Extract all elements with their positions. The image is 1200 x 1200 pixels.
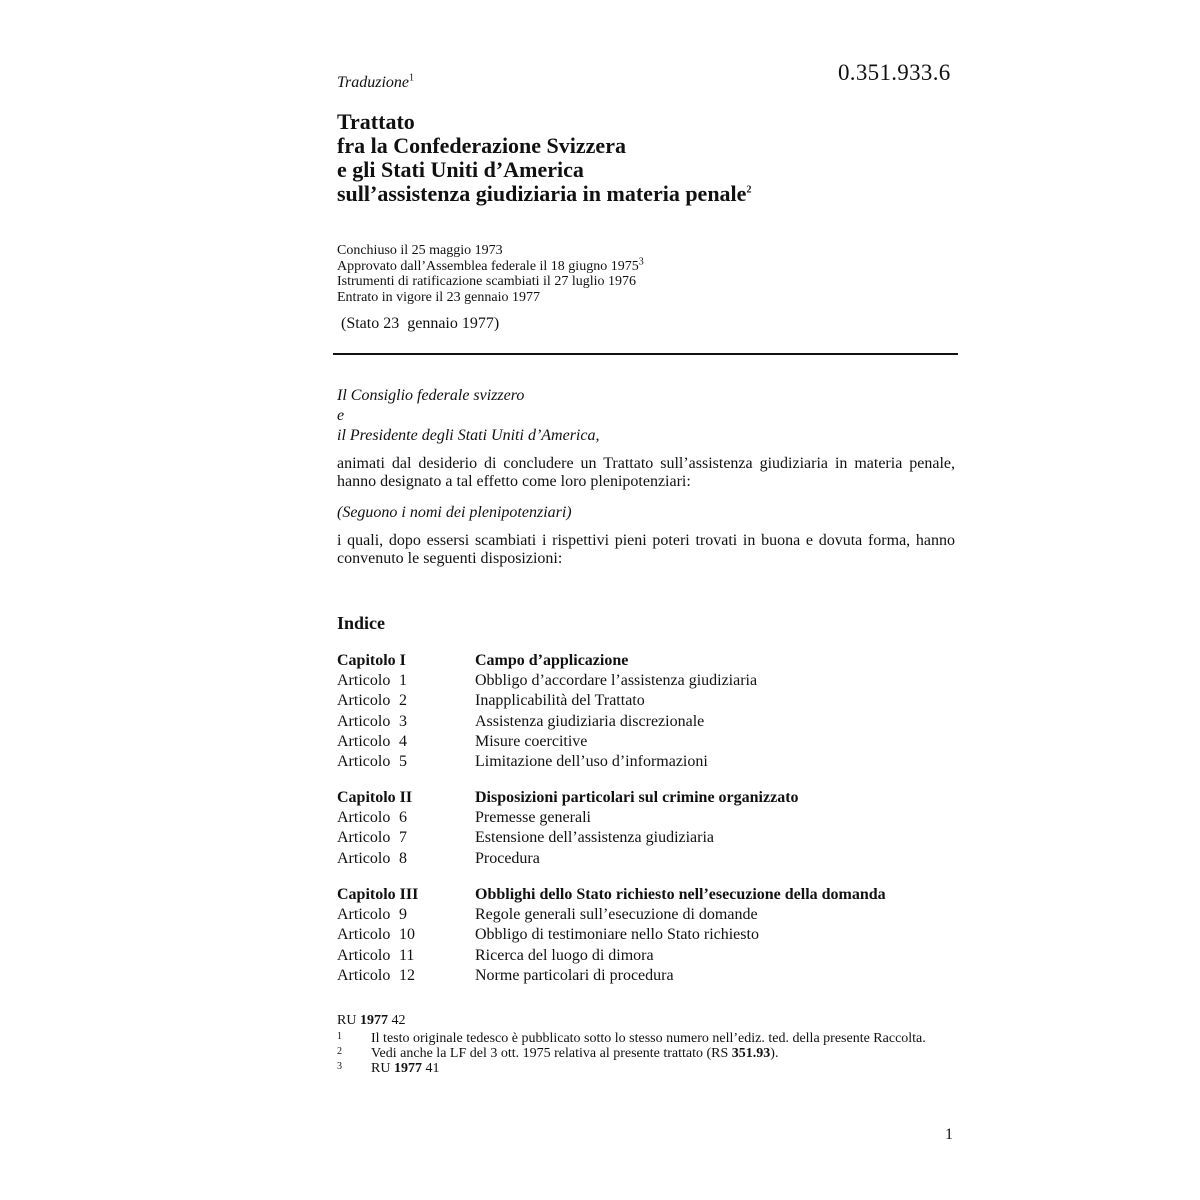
article-title: Procedura (475, 849, 540, 867)
footnote-mark: 1 (337, 1031, 342, 1042)
party-conjunction: e (337, 407, 345, 424)
chapter-title: Obblighi dello Stato richiesto nell’esecuzione della domanda (475, 886, 886, 903)
treaty-title (337, 110, 751, 206)
article-num: 10 (399, 926, 415, 944)
article-title: Ricerca del luogo di dimora (475, 946, 654, 964)
footnotes (337, 1013, 957, 1076)
ru-year: 1977 (359, 1013, 388, 1028)
article-title: Estensione dell’assistenza giudiziaria (475, 829, 715, 847)
article-num: 11 (399, 946, 415, 964)
plenipotentiaries-note: (Seguono i nomi dei plenipotenziari) (337, 504, 572, 521)
footnote-ru-year: 1977 (393, 1061, 422, 1076)
article-number (337, 671, 475, 691)
article-word: Articolo (337, 732, 391, 750)
footnote-2 (337, 1046, 957, 1061)
article-word: Articolo (337, 752, 391, 770)
article-title: Obbligo d’accordare l’assistenza giudiziaria (475, 672, 758, 690)
article-word: Articolo (337, 849, 391, 867)
article-word: Articolo (337, 809, 391, 827)
title-line: e gli Stati Uniti d’America (337, 157, 584, 182)
footnote-text (371, 1061, 957, 1076)
footnote-text-part: ). (770, 1046, 779, 1061)
article-word: Articolo (337, 946, 391, 964)
approved-date (337, 255, 644, 275)
article-word: Articolo (337, 966, 391, 984)
chapter-label: Capitolo I (337, 652, 406, 669)
ru-page: 42 (391, 1013, 406, 1028)
article-number (337, 966, 475, 986)
article-number (337, 691, 475, 711)
article-number (337, 808, 475, 828)
toc-article-row[interactable] (337, 808, 955, 828)
article-num: 4 (399, 732, 407, 750)
toc-article-row[interactable] (337, 828, 955, 848)
article-num: 1 (399, 672, 407, 690)
toc-chapter-row[interactable] (337, 788, 955, 808)
page-number: 1 (945, 1126, 953, 1143)
footnote-3 (337, 1061, 957, 1076)
approved-date-text: Approvato dall’Assemblea federale il 18 giugno 1975 (337, 258, 639, 274)
article-num: 6 (399, 809, 407, 827)
footnote-text: Il testo originale tedesco è pubblicato sotto lo stesso numero nell’ediz. ted. della presente Raccolta. (371, 1031, 926, 1046)
article-word: Articolo (337, 906, 391, 924)
preamble-paragraph-2: i quali, dopo essersi scambiati i rispettivi pieni poteri trovati in buona e dovuta forma, hanno convenuto le seguenti disposizioni: (337, 532, 955, 567)
ratification-date: Istrumenti di ratificazione scambiati il 27 luglio 1976 (337, 274, 636, 289)
article-num: 9 (399, 906, 407, 924)
toc-chapter-1 (337, 651, 955, 772)
toc-article-row[interactable] (337, 691, 955, 711)
footnote-text-part: 41 (425, 1061, 440, 1076)
toc-chapter-2 (337, 788, 955, 869)
article-title: Limitazione dell’uso d’informazioni (475, 752, 708, 770)
footnote-mark: 2 (337, 1046, 342, 1057)
article-number (337, 905, 475, 925)
translation-label: Traduzione (337, 74, 410, 91)
article-word: Articolo (337, 712, 391, 730)
footnote-text-part: RU (371, 1061, 391, 1076)
article-num: 5 (399, 752, 407, 770)
title-line (337, 182, 751, 206)
header-divider (333, 353, 958, 355)
toc-article-row[interactable] (337, 946, 955, 966)
sr-number: 0.351.933.6 (838, 60, 951, 85)
toc-article-row[interactable] (337, 671, 955, 691)
article-title: Premesse generali (475, 809, 591, 827)
chapter-label: Capitolo II (337, 789, 413, 806)
article-number (337, 732, 475, 752)
article-title: Regole generali sull’esecuzione di domande (475, 906, 758, 924)
toc-chapter-3 (337, 885, 955, 986)
article-num: 2 (399, 692, 407, 710)
article-word: Articolo (337, 829, 391, 847)
article-word: Articolo (337, 672, 391, 690)
toc-chapter-row[interactable] (337, 651, 955, 671)
article-title: Obbligo di testimoniare nello Stato richiesto (475, 926, 759, 944)
footnote-1 (337, 1031, 957, 1046)
contracting-parties (337, 386, 599, 446)
toc-article-row[interactable] (337, 849, 955, 869)
title-line: Trattato (337, 109, 415, 134)
treaty-dates (337, 243, 644, 305)
title-line: fra la Confederazione Svizzera (337, 133, 626, 158)
article-word: Articolo (337, 926, 391, 944)
toc-article-row[interactable] (337, 732, 955, 752)
footnote-rs-number[interactable]: 351.93 (731, 1046, 771, 1061)
article-number (337, 925, 475, 945)
article-number (337, 828, 475, 848)
article-number (337, 712, 475, 732)
ru-reference (337, 1013, 957, 1028)
toc-article-row[interactable] (337, 925, 955, 945)
title-line-text: sull’assistenza giudiziaria in materia penale (337, 181, 747, 206)
footnote-ref-1[interactable]: 1 (409, 72, 415, 84)
chapter-title: Campo d’applicazione (475, 652, 629, 669)
toc-article-row[interactable] (337, 752, 955, 772)
article-number (337, 752, 475, 772)
article-num: 12 (399, 966, 415, 984)
entry-into-force-date: Entrato in vigore il 23 gennaio 1977 (337, 289, 540, 305)
article-number (337, 946, 475, 966)
toc-article-row[interactable] (337, 712, 955, 732)
status-date: (Stato 23 gennaio 1977) (341, 315, 500, 332)
article-title: Inapplicabilità del Trattato (475, 692, 645, 710)
article-title: Assistenza giudiziaria discrezionale (475, 712, 705, 730)
article-word: Articolo (337, 692, 391, 710)
article-num: 8 (399, 849, 407, 867)
footnote-ref-3[interactable]: 3 (638, 255, 644, 267)
article-number (337, 849, 475, 869)
translation-note (337, 74, 414, 92)
article-num: 3 (399, 712, 407, 730)
toc-article-row[interactable] (337, 966, 955, 986)
footnote-text-part: Vedi anche la LF del 3 ott. 1975 relativa al presente trattato (RS (371, 1046, 729, 1061)
chapter-title: Disposizioni particolari sul crimine organizzato (475, 789, 799, 806)
party-swiss: Il Consiglio federale svizzero (337, 387, 525, 404)
toc-article-row[interactable] (337, 905, 955, 925)
footnote-ref-2[interactable]: 2 (746, 184, 752, 196)
index-heading: Indice (337, 613, 386, 633)
concluded-date: Conchiuso il 25 maggio 1973 (337, 243, 503, 258)
ru-prefix: RU (337, 1013, 357, 1028)
article-num: 7 (399, 829, 407, 847)
party-usa: il Presidente degli Stati Uniti d’America, (337, 427, 600, 444)
chapter-label: Capitolo III (337, 886, 419, 903)
preamble-paragraph-1: animati dal desiderio di concludere un Trattato sull’assistenza giudiziaria in materia penale, hanno designato a tal effetto come loro plenipotenziari: (337, 455, 955, 490)
footnote-text (371, 1046, 957, 1061)
toc-chapter-row[interactable] (337, 885, 955, 905)
article-title: Norme particolari di procedura (475, 966, 674, 984)
article-title: Misure coercitive (475, 732, 588, 750)
footnote-mark: 3 (337, 1061, 342, 1072)
